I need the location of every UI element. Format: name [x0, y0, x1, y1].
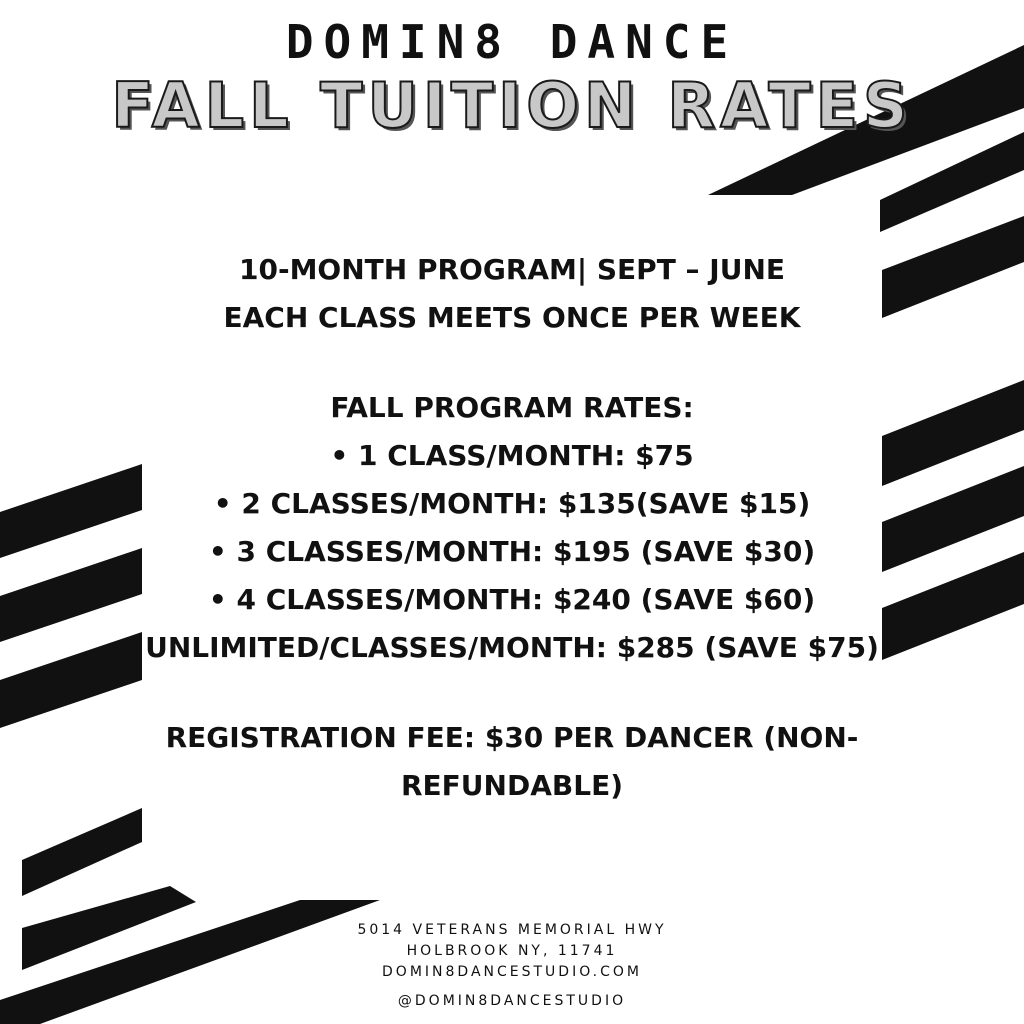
contact-footer [0, 920, 1024, 1012]
stripe-left-4 [22, 808, 142, 896]
registration-fee-cont: REFUNDABLE) [400, 769, 623, 802]
page-title: FALL TUITION RATES [111, 69, 913, 142]
rate-item: • 4 CLASSES/MONTH: $240 (SAVE $60) [208, 583, 816, 616]
rate-item: • 1 CLASS/MONTH: $75 [330, 439, 694, 472]
rates-heading: FALL PROGRAM RATES: [330, 391, 694, 424]
rate-item: • 2 CLASSES/MONTH: $135(SAVE $15) [213, 487, 811, 520]
spacer [0, 672, 1024, 714]
brand-name: DOMIN8 DANCE [285, 15, 739, 69]
program-frequency: EACH CLASS MEETS ONCE PER WEEK [223, 301, 801, 334]
program-duration: 10-MONTH PROGRAM| SEPT – JUNE [238, 253, 786, 286]
rates-content [0, 246, 1024, 810]
social-handle[interactable]: @DOMIN8DANCESTUDIO [397, 993, 627, 1009]
website-link[interactable]: DOMIN8DANCESTUDIO.COM [382, 964, 642, 980]
spacer [0, 342, 1024, 384]
rate-item: UNLIMITED/CLASSES/MONTH: $285 (SAVE $75) [145, 631, 879, 664]
address-line-2: HOLBROOK NY, 11741 [406, 943, 618, 959]
rate-item: • 3 CLASSES/MONTH: $195 (SAVE $30) [208, 535, 816, 568]
registration-fee: REGISTRATION FEE: $30 PER DANCER (NON- [165, 721, 859, 754]
address-line-1: 5014 VETERANS MEMORIAL HWY [357, 922, 667, 938]
